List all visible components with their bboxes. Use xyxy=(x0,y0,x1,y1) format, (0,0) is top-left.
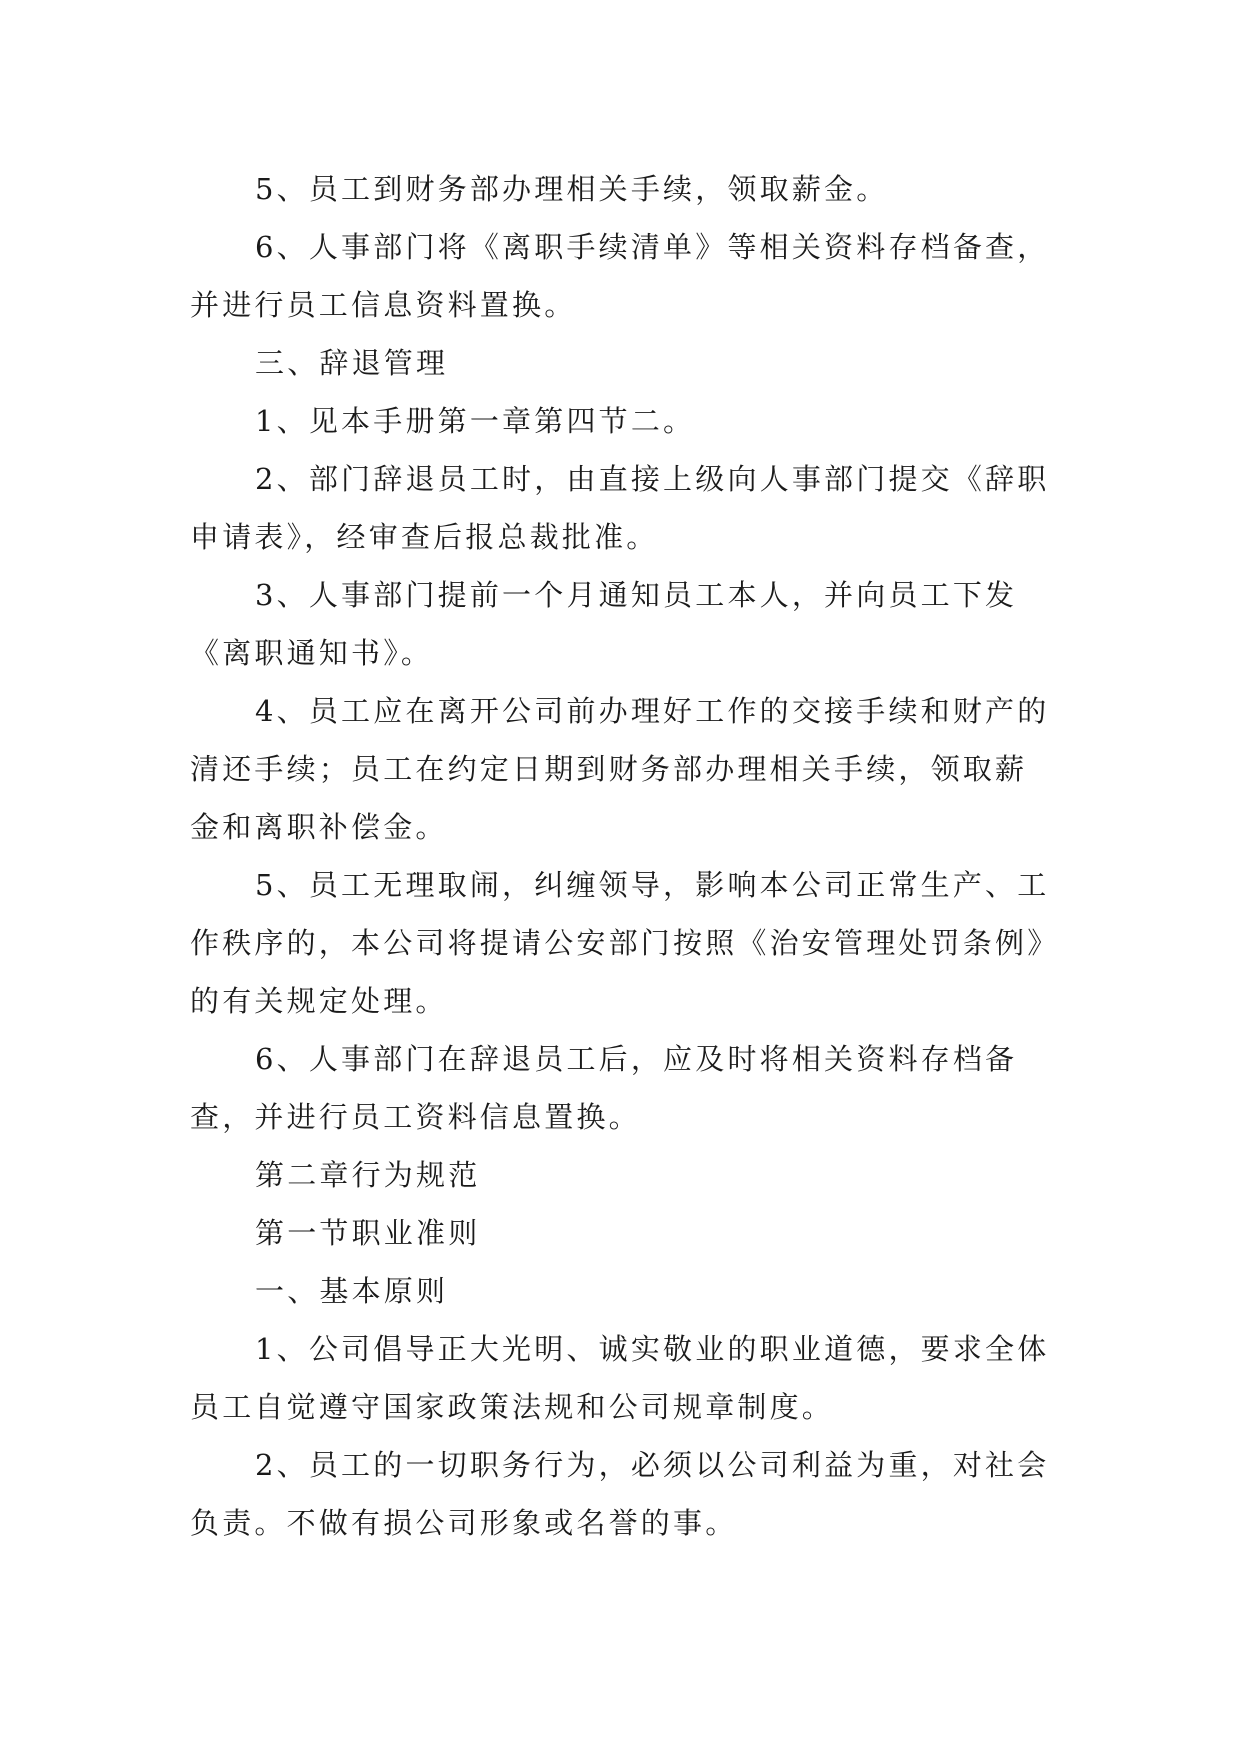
paragraph-principle-1: 1、公司倡导正大光明、诚实敬业的职业道德，要求全体员工自觉遵守国家政策法规和公司规章制度。 xyxy=(190,1332,1050,1424)
paragraph-dismissal-step-4: 4、员工应在离开公司前办理好工作的交接手续和财产的清还手续；员工在约定日期到财务部办理相关手续，领取薪金和离职补偿金。 xyxy=(190,694,1050,844)
section-heading: 第一节职业准则 xyxy=(255,1216,481,1250)
paragraph-dismissal-step-3: 3、人事部门提前一个月通知员工本人，并向员工下发《离职通知书》。 xyxy=(190,578,1018,670)
paragraph-resign-step-5: 5、员工到财务部办理相关手续，领取薪金。 xyxy=(255,172,889,206)
chapter-heading: 第二章行为规范 xyxy=(255,1158,481,1192)
paragraph-resign-step-6: 6、人事部门将《离职手续清单》等相关资料存档备查，并进行员工信息资料置换。 xyxy=(190,230,1050,322)
section-heading-dismissal: 三、辞退管理 xyxy=(255,346,449,380)
paragraph-principle-2: 2、员工的一切职务行为，必须以公司利益为重，对社会负责。不做有损公司形象或名誉的事。 xyxy=(190,1448,1050,1540)
paragraph-dismissal-step-2: 2、部门辞退员工时，由直接上级向人事部门提交《辞职申请表》，经审查后报总裁批准。 xyxy=(190,462,1050,554)
paragraph-dismissal-step-6: 6、人事部门在辞退员工后，应及时将相关资料存档备查，并进行员工资料信息置换。 xyxy=(190,1042,1018,1134)
document-body xyxy=(190,160,1053,1552)
paragraph-dismissal-step-5: 5、员工无理取闹，纠缠领导，影响本公司正常生产、工作秩序的，本公司将提请公安部门按照《治安管理处罚条例》的有关规定处理。 xyxy=(190,868,1050,1018)
subsection-heading: 一、基本原则 xyxy=(255,1274,449,1308)
paragraph-dismissal-step-1: 1、见本手册第一章第四节二。 xyxy=(255,404,696,438)
